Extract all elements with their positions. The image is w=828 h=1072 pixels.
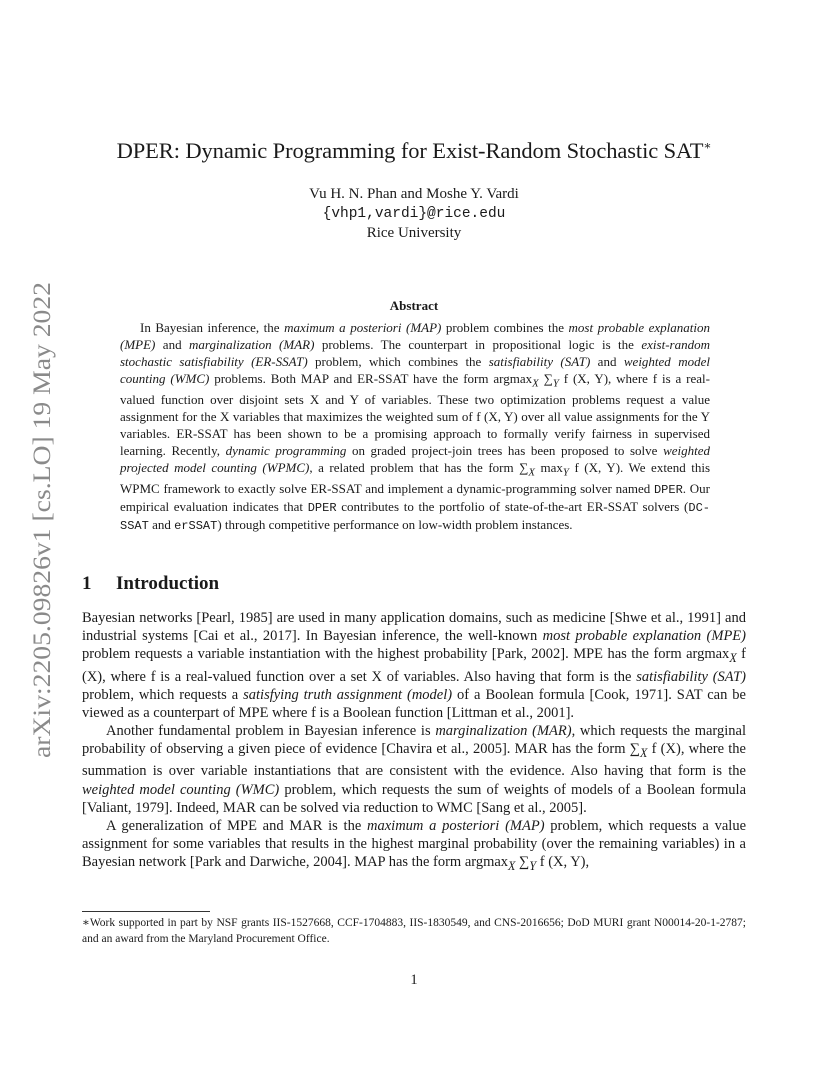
section-title: Introduction: [116, 573, 220, 594]
paper-title-text: DPER: Dynamic Programming for Exist-Random Stochastic SAT: [116, 138, 704, 163]
subscript: X: [532, 377, 539, 390]
abstract-heading: Abstract: [389, 298, 439, 313]
term: satisfying truth assignment (model): [243, 686, 453, 703]
arxiv-stamp-text: arXiv:2205.09826v1 [cs.LO] 19 May 2022: [27, 318, 56, 758]
text: f (X, Y). We extend this WPMC framework to exactly solve ER-SSAT and implement a dynamic-programming solver named: [120, 459, 711, 497]
text: . Our empirical evaluation indicates that: [120, 481, 710, 515]
text: A generalization of MPE and MAR is the: [106, 818, 368, 835]
term: maximum a posteriori (MAP): [284, 320, 442, 335]
text: f (X), where the summation is over variable instantiations that are consistent with the evidence. Also having that form is the: [82, 741, 746, 780]
solver-name: DC-SSAT: [120, 501, 710, 534]
text: problem, which requests a: [82, 686, 244, 703]
term: satisfiability (SAT): [636, 668, 746, 685]
text: and: [148, 517, 175, 533]
text: problem combines the: [441, 320, 569, 335]
term: weighted projected model counting (WPMC): [120, 442, 710, 475]
paragraph-2: [82, 722, 746, 817]
term: exist-random stochastic satisfiability (ER-SSAT): [120, 336, 710, 369]
text: , which requests the marginal probability of observing a given piece of evidence [Chavira et al., 2005]. MAR has the form ∑: [82, 723, 746, 758]
subscript: Y: [529, 859, 537, 874]
subscript: Y: [552, 377, 559, 390]
text: problems. The counterpart in propositional logic is the: [314, 336, 642, 352]
term: marginalization (MAR): [435, 723, 572, 740]
paper-title: [60, 138, 768, 164]
term: marginalization (MAR): [189, 336, 315, 352]
section-heading: [82, 573, 219, 595]
text: f (X), where f is a real-valued function over a set X of variables. Also having that form is the: [82, 646, 746, 685]
text: max: [535, 459, 563, 475]
term: weighted model counting (WMC): [120, 353, 710, 386]
text: on graded project-join trees has been proposed to solve: [346, 442, 664, 458]
author-names: Vu H. N. Phan and Moshe Y. Vardi: [309, 186, 519, 202]
paragraph-3: [82, 817, 746, 876]
term: satisfiability (SAT): [488, 353, 591, 369]
term: dynamic programming: [225, 442, 347, 458]
text: problem, which combines the: [307, 353, 489, 369]
text: f (X, Y),: [536, 854, 590, 871]
footnote-rule: [82, 911, 210, 912]
footnote: ∗Work supported in part by NSF grants IIS-1527668, CCF-1704883, IIS-1830549, and CNS-2016656; DoD MURI grant N00014-20-1-2787; and an award from the Maryland Procurement Office.: [82, 917, 746, 945]
text: ∑: [515, 854, 530, 871]
arxiv-stamp: [20, 280, 60, 760]
text: problem, which requests the sum of weights of models of a Boolean formula [Valiant, 1979]. Indeed, MAR can be solved via reduction to WMC [Sang et al., 2005].: [82, 781, 747, 816]
solver-name: DPER: [307, 501, 337, 516]
term: maximum a posteriori (MAP): [367, 818, 545, 835]
text: f (X, Y), where f is a real-valued function over disjoint sets X and Y of variables. These two optimization problems request a value assignment for the X variables that maximizes the weighted sum of f (X, Y) over all value assignments for the Y variables. ER-SSAT has been shown to be a promising approach to formally verify fairness in supervised learning. Recently,: [120, 370, 710, 458]
text: , a related problem that has the form ∑: [309, 459, 529, 475]
solver-name: erSSAT: [174, 519, 218, 534]
author-email: {vhp1,vardi}@rice.edu: [322, 206, 506, 222]
text: and: [155, 336, 190, 352]
term: weighted model counting (WMC): [82, 781, 280, 798]
text: ) through competitive performance on low-width problem instances.: [217, 517, 573, 533]
title-footnote-mark: ∗: [703, 138, 712, 153]
text: problem, which requests a value assignment for some variables that results in the highest marginal probability (over the remaining variables) in a Bayesian network [Park and Darwiche, 2004]. MAP has the form argmax: [82, 818, 747, 871]
subscript: X: [528, 466, 536, 479]
term: most probable explanation (MPE): [120, 320, 711, 352]
text: contributes to the portfolio of state-of-the-art ER-SSAT solvers (: [336, 499, 689, 515]
section-number: 1: [82, 573, 92, 594]
text: and: [590, 353, 624, 369]
abstract-body: [120, 320, 710, 535]
subscript: X: [729, 651, 737, 666]
term: most probable explanation (MPE): [542, 628, 746, 645]
text: of a Boolean formula [Cook, 1971]. SAT can be viewed as a counterpart of MPE where f is a Boolean function [Littman et al., 2001].: [82, 686, 746, 721]
subscript: X: [508, 859, 516, 874]
text: problem requests a variable instantiation with the highest probability [Park, 2002]. MPE has the form argmax: [82, 646, 730, 663]
paragraph-1: [82, 609, 746, 722]
text: Another fundamental problem in Bayesian inference is: [106, 723, 436, 740]
body-text: [82, 609, 746, 876]
text: In Bayesian inference, the: [140, 320, 285, 335]
subscript: X: [640, 746, 648, 761]
subscript: Y: [562, 466, 569, 479]
author-affiliation: Rice University: [366, 225, 462, 241]
text: problems. Both MAP and ER-SSAT have the form argmax: [209, 370, 533, 386]
page-number: 1: [410, 972, 418, 988]
text: Bayesian networks [Pearl, 1985] are used in many application domains, such as medicine [Shwe et al., 1991] and industrial systems [Cai et al., 2017]. In Bayesian inference, the well-known: [82, 610, 746, 645]
abstract-paragraph: [120, 320, 710, 535]
solver-name: DPER: [653, 483, 683, 498]
text: ∑: [538, 370, 553, 386]
